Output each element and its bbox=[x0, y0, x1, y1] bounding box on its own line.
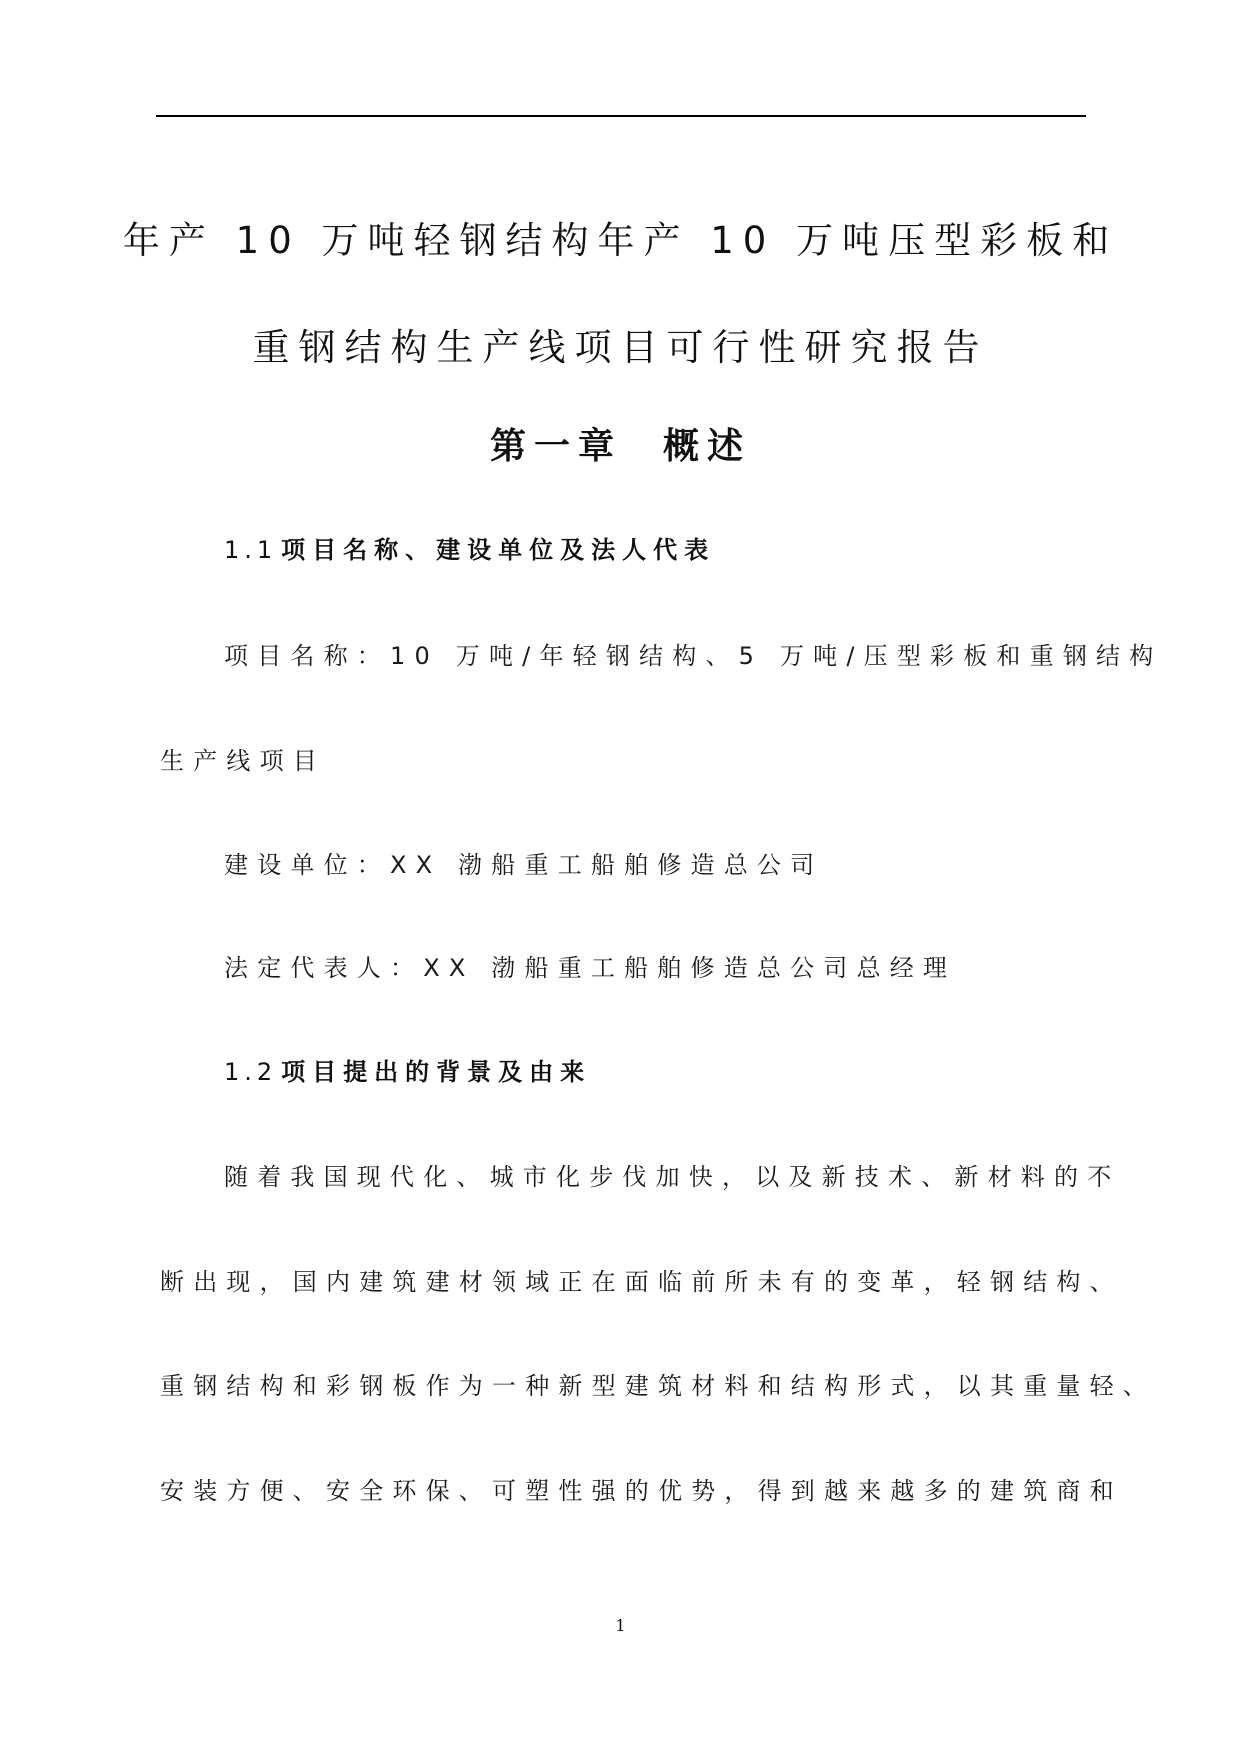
paragraph-line: 安装方便、安全环保、可塑性强的优势，得到越来越多的建筑商和 bbox=[160, 1477, 1123, 1505]
section-number: 1.1 bbox=[224, 536, 278, 564]
report-title-line-2: 重钢结构生产线项目可行性研究报告 bbox=[252, 326, 989, 369]
paragraph-line: 项目名称：10 万吨/年轻钢结构、5 万吨/压型彩板和重钢结构 bbox=[224, 642, 1163, 670]
section-heading-text: 项目提出的背景及由来 bbox=[281, 1058, 592, 1086]
page-number: 1 bbox=[615, 1616, 626, 1635]
section-heading-text: 项目名称、建设单位及法人代表 bbox=[281, 536, 716, 564]
chapter-title: 第一章 概述 bbox=[489, 426, 752, 467]
paragraph-line: 法定代表人：XX 渤船重工船舶修造总公司总经理 bbox=[224, 954, 957, 982]
paragraph-line: 断出现，国内建筑建材领域正在面临前所未有的变革，轻钢结构、 bbox=[160, 1268, 1123, 1296]
paragraph-line: 随着我国现代化、城市化步伐加快，以及新技术、新材料的不 bbox=[224, 1163, 1121, 1191]
header-rule bbox=[156, 115, 1086, 117]
paragraph-line: 重钢结构和彩钢板作为一种新型建筑材料和结构形式，以其重量轻、 bbox=[160, 1372, 1156, 1400]
paragraph-line: 生产线项目 bbox=[160, 747, 326, 775]
section-number: 1.2 bbox=[224, 1058, 278, 1086]
section-heading-1-1 bbox=[224, 530, 715, 565]
paragraph-line: 建设单位：XX 渤船重工船舶修造总公司 bbox=[224, 851, 824, 879]
report-title-line-1: 年产 10 万吨轻钢结构年产 10 万吨压型彩板和 bbox=[122, 219, 1119, 262]
section-heading-1-2 bbox=[224, 1052, 591, 1087]
